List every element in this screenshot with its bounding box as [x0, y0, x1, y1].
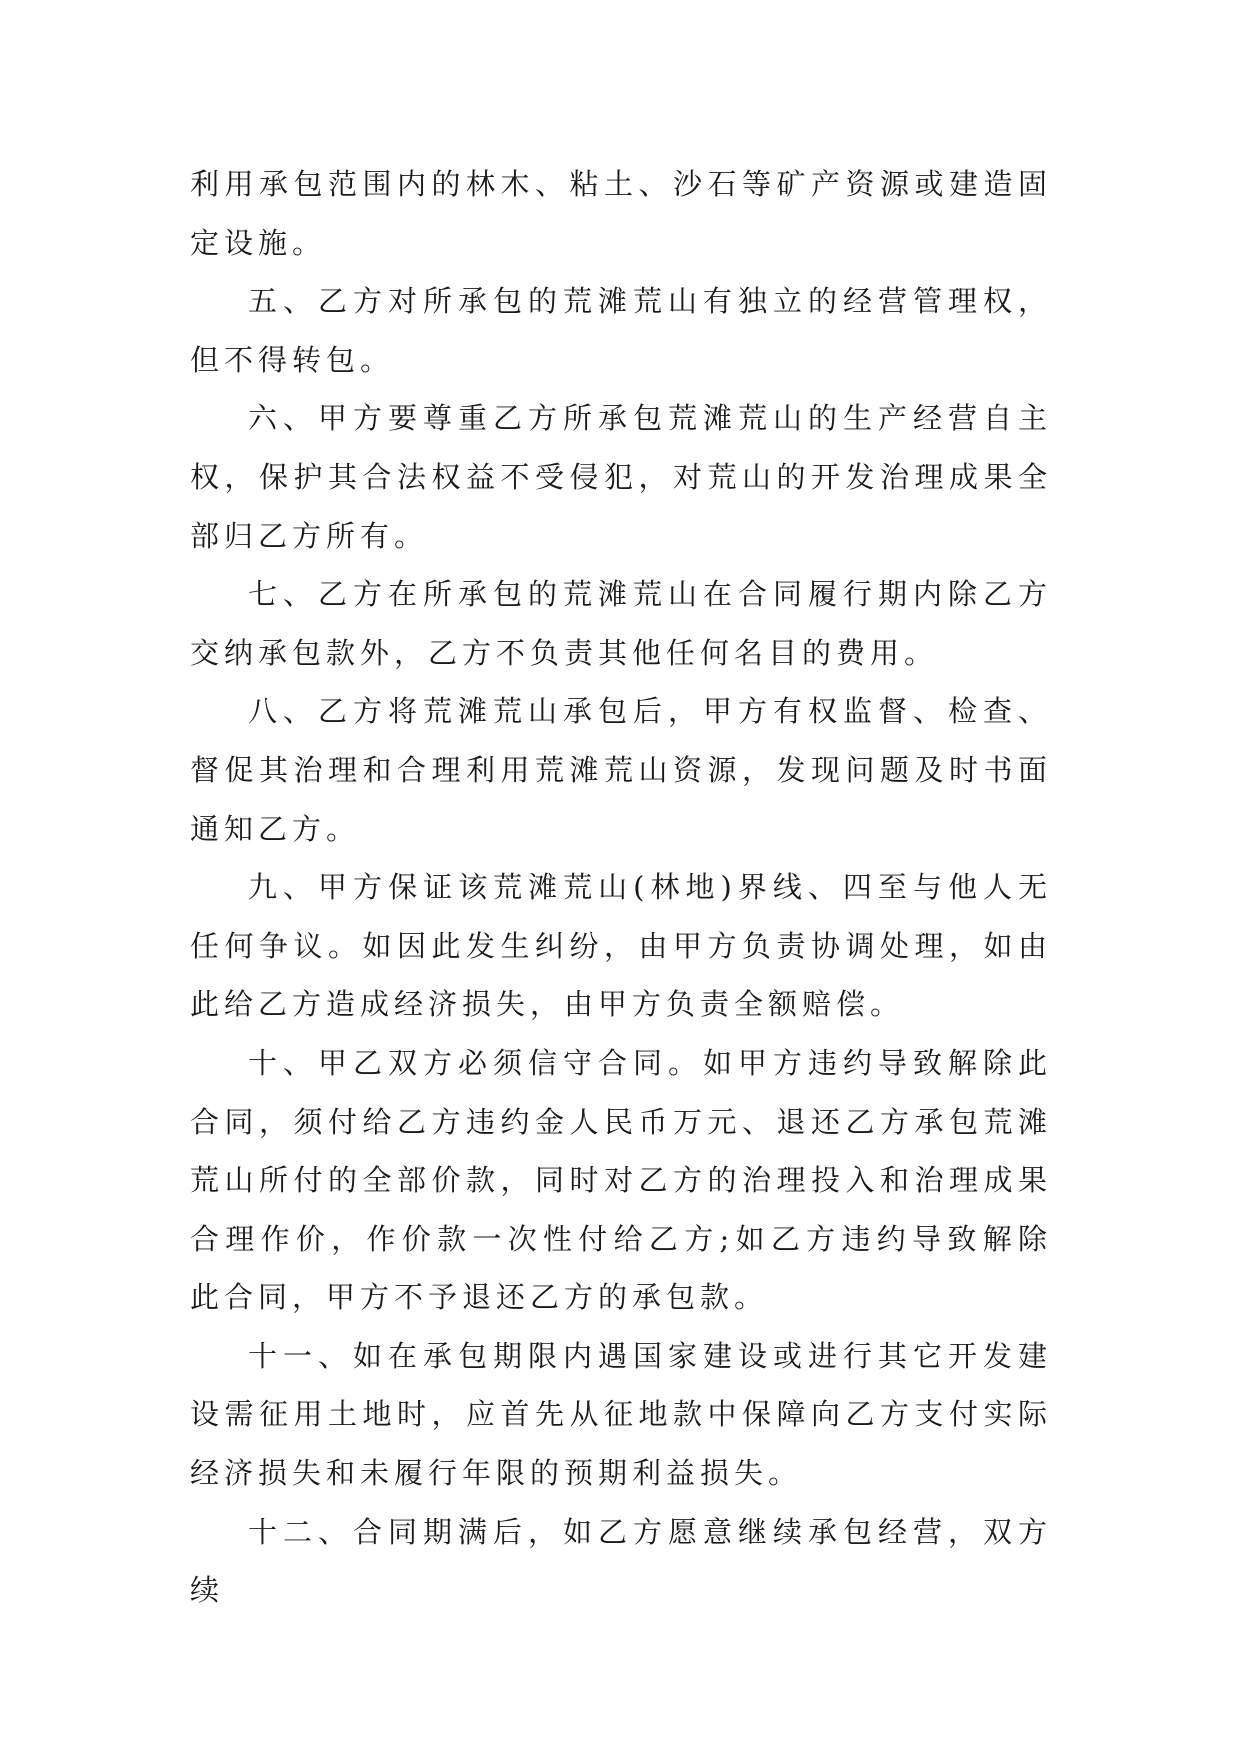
paragraph-clause-12: 十二、合同期满后，如乙方愿意继续承包经营，双方续 [190, 1514, 1052, 1608]
paragraph-clause-11: 十一、如在承包期限内遇国家建设或进行其它开发建设需征用土地时，应首先从征地款中保障向乙方支付实际经济损失和未履行年限的预期利益损失。 [190, 1338, 1052, 1491]
paragraph-clause-10: 十、甲乙双方必须信守合同。如甲方违约导致解除此合同，须付给乙方违约金人民币万元、退还乙方承包荒滩荒山所付的全部价款，同时对乙方的治理投入和治理成果合理作价，作价款一次性付给乙方;如乙方违约导致解除此合同，甲方不予退还乙方的承包款。 [190, 1045, 1052, 1315]
paragraph-clause-7: 七、乙方在所承包的荒滩荒山在合同履行期内除乙方交纳承包款外，乙方不负责其他任何名目的费用。 [190, 577, 1052, 670]
document-body [190, 155, 1052, 1620]
paragraph-clause-8: 八、乙方将荒滩荒山承包后，甲方有权监督、检查、督促其治理和合理利用荒滩荒山资源，发现问题及时书面通知乙方。 [190, 694, 1052, 846]
paragraph-clause-6: 六、甲方要尊重乙方所承包荒滩荒山的生产经营自主权，保护其合法权益不受侵犯，对荒山的开发治理成果全部归乙方所有。 [190, 401, 1052, 553]
paragraph-clause-5: 五、乙方对所承包的荒滩荒山有独立的经营管理权，但不得转包。 [190, 284, 1052, 377]
paragraph-clause-4-continuation: 利用承包范围内的林木、粘土、沙石等矿产资源或建造固定设施。 [190, 167, 1052, 260]
paragraph-clause-9: 九、甲方保证该荒滩荒山(林地)界线、四至与他人无任何争议。如因此发生纠纷，由甲方负责协调处理，如由此给乙方造成经济损失，由甲方负责全额赔偿。 [190, 870, 1052, 1022]
